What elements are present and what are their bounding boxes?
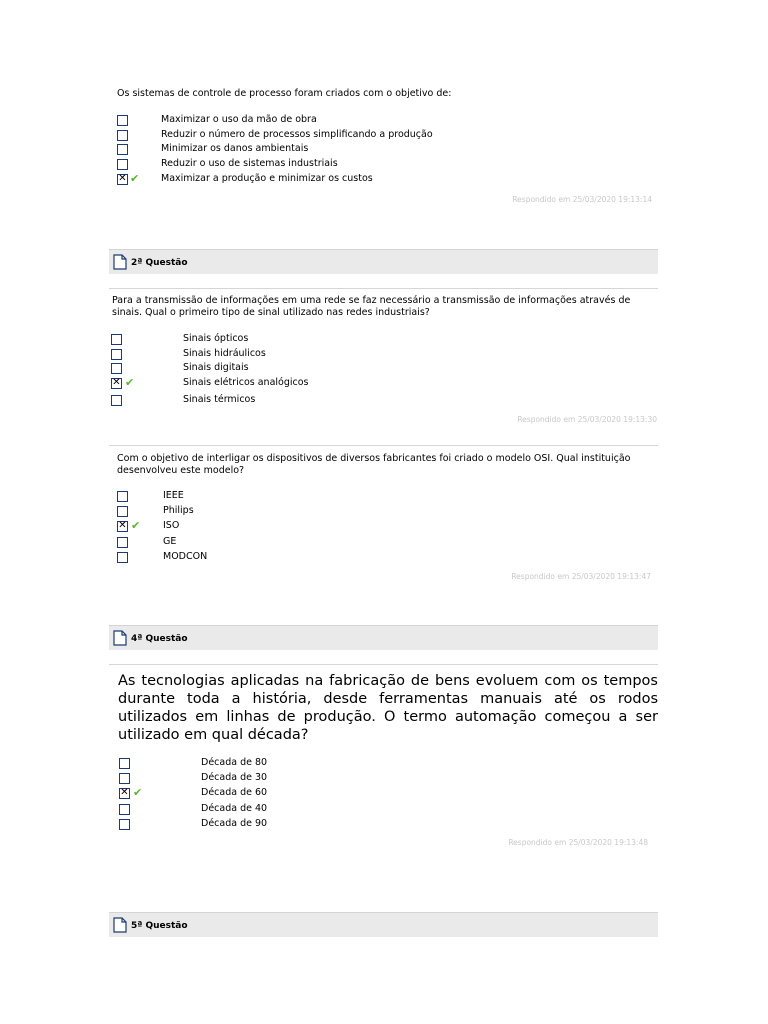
document-icon <box>113 917 127 933</box>
question-4-header <box>109 625 658 650</box>
question-2-title: 2ª Questão <box>131 258 188 268</box>
checkbox[interactable] <box>111 395 122 406</box>
checkbox-checked[interactable] <box>117 521 128 532</box>
divider <box>109 445 658 446</box>
option-label: IEEE <box>163 490 184 501</box>
option-label: Década de 60 <box>201 787 268 798</box>
option-label: Maximizar a produção e minimizar os custos <box>161 173 373 184</box>
checkbox[interactable] <box>117 144 128 155</box>
question-4-text: As tecnologias aplicadas na fabricação de bens evoluem com os tempos durante toda a história, desde ferramentas manuais até os rodos utilizados em linhas de produção. O termo automação começou a ser utilizado em qual década? <box>118 673 658 743</box>
question-3-text: Com o objetivo de interligar os dispositivos de diversos fabricantes foi criado o modelo OSI. Qual instituição desenvolveu este modelo? <box>117 453 631 476</box>
option-label: Reduzir o número de processos simplificando a produção <box>161 129 433 140</box>
checkbox[interactable] <box>117 537 128 548</box>
checkbox[interactable] <box>111 334 122 345</box>
answer-timestamp: Respondido em 25/03/2020 19:13:30 <box>517 415 657 424</box>
divider <box>109 288 658 289</box>
answer-timestamp: Respondido em 25/03/2020 19:13:14 <box>512 195 652 204</box>
checkbox[interactable] <box>111 349 122 360</box>
option-label: ISO <box>163 520 180 531</box>
checkbox[interactable] <box>117 491 128 502</box>
checkbox[interactable] <box>117 552 128 563</box>
checkbox[interactable] <box>117 506 128 517</box>
document-icon <box>113 254 127 270</box>
option-label: Minimizar os danos ambientais <box>161 143 309 154</box>
document-icon <box>113 630 127 646</box>
checkmark-icon: ✔ <box>131 519 141 532</box>
checkmark-icon: ✔ <box>133 786 143 799</box>
question-2-text: Para a transmissão de informações em uma rede se faz necessário a transmissão de informações através de sinais. Qual o primeiro tipo de sinal utilizado nas redes industriais? <box>112 295 631 318</box>
checkbox[interactable] <box>117 159 128 170</box>
option-label: Década de 30 <box>201 772 268 783</box>
option-label: Maximizar o uso da mão de obra <box>161 114 317 125</box>
option-label: Sinais hidráulicos <box>183 348 266 359</box>
question-4-title: 4ª Questão <box>131 634 188 644</box>
option-label: GE <box>163 536 177 547</box>
checkbox[interactable] <box>111 363 122 374</box>
question-5-header <box>109 912 658 937</box>
divider <box>109 664 658 665</box>
option-label: Década de 90 <box>201 818 268 829</box>
checkbox-checked[interactable] <box>111 378 122 389</box>
option-label: Reduzir o uso de sistemas industriais <box>161 158 338 169</box>
checkbox[interactable] <box>117 130 128 141</box>
checkbox[interactable] <box>119 773 130 784</box>
option-label: Sinais elétricos analógicos <box>183 377 309 388</box>
option-label: Década de 80 <box>201 757 268 768</box>
option-label: Sinais térmicos <box>183 394 256 405</box>
checkbox[interactable] <box>117 115 128 126</box>
checkbox[interactable] <box>119 819 130 830</box>
question-2-header <box>109 249 658 274</box>
checkmark-icon: ✔ <box>130 172 140 185</box>
option-label: Philips <box>163 505 194 516</box>
option-label: Sinais digitais <box>183 362 249 373</box>
option-label: Sinais ópticos <box>183 333 249 344</box>
answer-timestamp: Respondido em 25/03/2020 19:13:47 <box>511 572 651 581</box>
checkbox[interactable] <box>119 758 130 769</box>
checkbox-checked[interactable] <box>119 788 130 799</box>
option-label: MODCON <box>163 551 208 562</box>
question-1-text: Os sistemas de controle de processo foram criados com o objetivo de: <box>117 88 452 99</box>
option-label: Década de 40 <box>201 803 268 814</box>
checkmark-icon: ✔ <box>125 376 135 389</box>
checkbox[interactable] <box>119 804 130 815</box>
checkbox-checked[interactable] <box>117 174 128 185</box>
question-5-title: 5ª Questão <box>131 921 188 931</box>
answer-timestamp: Respondido em 25/03/2020 19:13:48 <box>508 838 648 847</box>
